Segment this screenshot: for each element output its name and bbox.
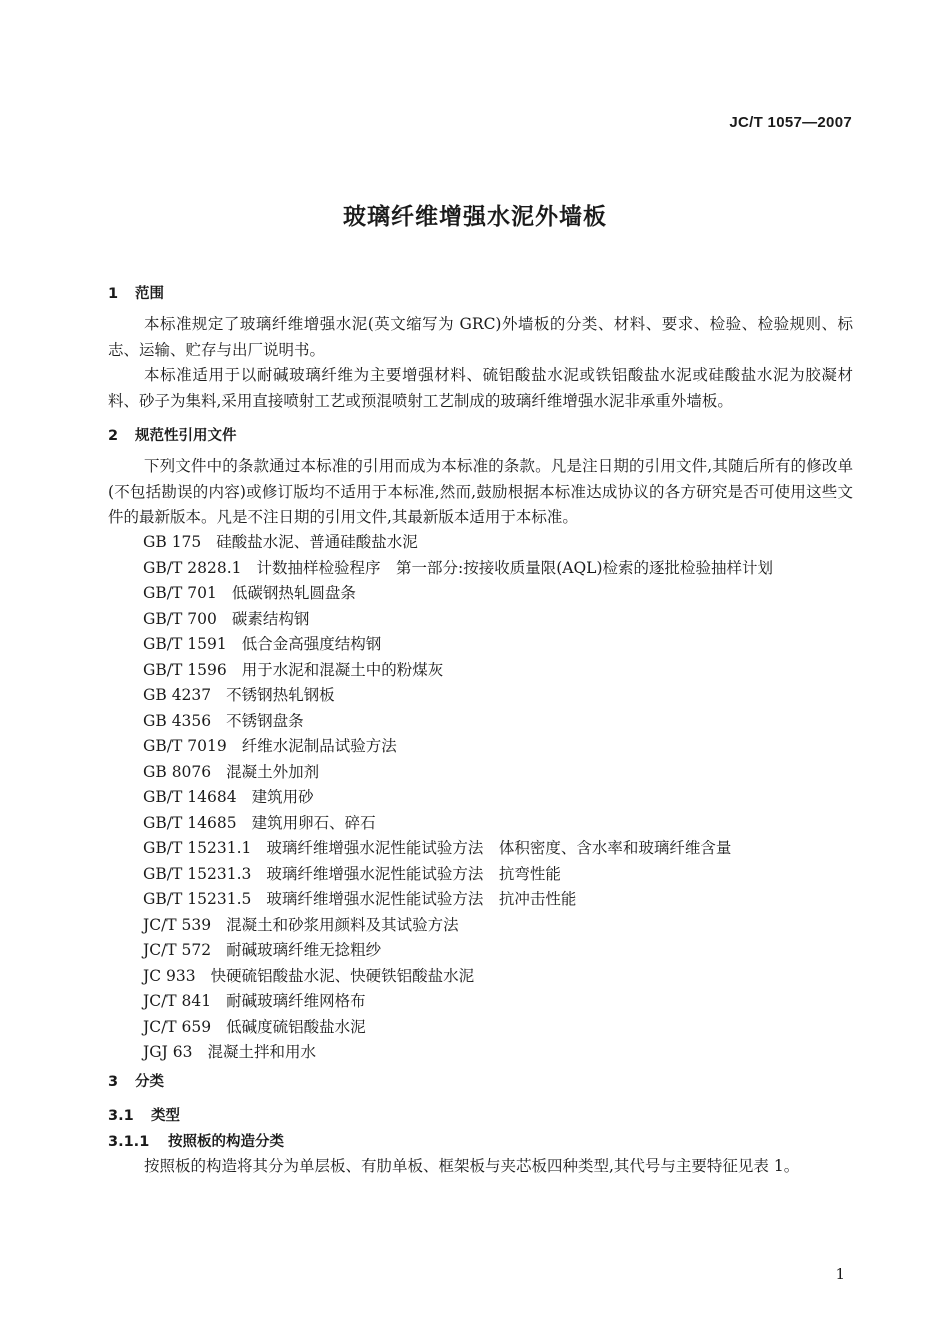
reference-name: 不锈钢热轧钢板 bbox=[226, 686, 335, 704]
reference-name: 耐碱玻璃纤维网格布 bbox=[226, 992, 366, 1010]
reference-item bbox=[143, 938, 773, 964]
reference-name: 碳素结构钢 bbox=[231, 609, 310, 628]
reference-name: 混凝土拌和用水 bbox=[207, 1043, 316, 1061]
reference-item bbox=[143, 1015, 773, 1041]
reference-item bbox=[143, 836, 773, 862]
reference-item bbox=[143, 785, 773, 811]
reference-name: 用于水泥和混凝土中的粉煤灰 bbox=[241, 660, 444, 679]
reference-code: JGJ 63 bbox=[143, 1043, 193, 1061]
reference-item bbox=[143, 989, 773, 1015]
section-number: 3.1.1 bbox=[108, 1134, 150, 1150]
reference-name: 低合金高强度结构钢 bbox=[241, 635, 382, 653]
reference-code: GB/T 7019 bbox=[143, 737, 227, 755]
reference-item bbox=[143, 862, 773, 888]
reference-item bbox=[143, 1040, 773, 1066]
reference-code: GB/T 14684 bbox=[143, 788, 237, 806]
reference-code: JC/T 539 bbox=[143, 915, 212, 934]
normative-references-list bbox=[143, 530, 773, 1066]
reference-code: GB/T 700 bbox=[143, 609, 217, 628]
reference-item bbox=[143, 734, 773, 760]
reference-code: GB/T 15231.1 bbox=[143, 839, 252, 857]
reference-name: 纤维水泥制品试验方法 bbox=[241, 737, 397, 755]
reference-name: 不锈钢盘条 bbox=[226, 711, 304, 730]
reference-name: 建筑用卵石、碎石 bbox=[251, 813, 376, 832]
reference-name: 玻璃纤维增强水泥性能试验方法 体积密度、含水率和玻璃纤维含量 bbox=[266, 839, 732, 857]
reference-item bbox=[143, 683, 773, 709]
reference-item bbox=[143, 709, 773, 735]
section-2-paragraph: 下列文件中的条款通过本标准的引用而成为本标准的条款。凡是注日期的引用文件,其随后所有的修改单(不包括勘误的内容)或修订版均不适用于本标准,然而,鼓励根据本标准达成协议的各方研究是否可使用这些文件的最新版本。凡是不注日期的引用文件,其最新版本适用于本标准。 bbox=[108, 457, 853, 526]
reference-code: JC 933 bbox=[143, 966, 196, 985]
reference-item bbox=[143, 530, 773, 556]
section-1-paragraph-2: 本标准适用于以耐碱玻璃纤维为主要增强材料、硫铝酸盐水泥或铁铝酸盐水泥或硅酸盐水泥为胶凝材料、砂子为集料,采用直接喷射工艺或预混喷射工艺制成的玻璃纤维增强水泥非承重外墙板。 bbox=[108, 366, 853, 410]
reference-name: 混凝土和砂浆用颜料及其试验方法 bbox=[226, 915, 459, 934]
section-title: 类型 bbox=[151, 1108, 180, 1124]
section-title: 分类 bbox=[135, 1074, 164, 1090]
reference-item bbox=[143, 760, 773, 786]
reference-code: JC/T 572 bbox=[143, 941, 212, 959]
page-number: 1 bbox=[835, 1265, 845, 1283]
reference-item bbox=[143, 556, 773, 582]
reference-name: 低碳钢热轧圆盘条 bbox=[231, 584, 356, 602]
reference-code: GB 8076 bbox=[143, 762, 212, 781]
reference-name: 建筑用砂 bbox=[251, 788, 314, 806]
reference-code: GB/T 1591 bbox=[143, 635, 227, 653]
reference-item bbox=[143, 913, 773, 939]
reference-item bbox=[143, 887, 773, 913]
section-title: 按照板的构造分类 bbox=[168, 1134, 284, 1150]
section-number: 2 bbox=[108, 428, 119, 444]
reference-name: 低碱度硫铝酸盐水泥 bbox=[226, 1017, 366, 1036]
section-number: 1 bbox=[108, 286, 119, 302]
reference-item bbox=[143, 607, 773, 633]
reference-code: GB/T 2828.1 bbox=[143, 558, 242, 577]
section-3-heading bbox=[108, 1070, 164, 1091]
section-3-1-heading bbox=[108, 1104, 180, 1125]
reference-name: 玻璃纤维增强水泥性能试验方法 抗弯性能 bbox=[266, 864, 561, 883]
reference-code: GB/T 1596 bbox=[143, 660, 227, 679]
reference-code: GB/T 701 bbox=[143, 584, 217, 602]
reference-code: GB/T 14685 bbox=[143, 813, 237, 832]
section-3-1-1-heading bbox=[108, 1130, 284, 1151]
section-number: 3.1 bbox=[108, 1108, 134, 1124]
reference-item bbox=[143, 632, 773, 658]
reference-item bbox=[143, 658, 773, 684]
reference-item bbox=[143, 964, 773, 990]
section-1-paragraph-1: 本标准规定了玻璃纤维增强水泥(英文缩写为 GRC)外墙板的分类、材料、要求、检验、检验规则、标志、运输、贮存与出厂说明书。 bbox=[108, 315, 853, 359]
reference-code: GB 175 bbox=[143, 533, 202, 551]
page-title: 玻璃纤维增强水泥外墙板 bbox=[343, 204, 607, 230]
reference-code: JC/T 659 bbox=[143, 1017, 212, 1036]
reference-code: JC/T 841 bbox=[143, 992, 212, 1010]
reference-name: 硅酸盐水泥、普通硅酸盐水泥 bbox=[216, 533, 418, 551]
reference-name: 计数抽样检验程序 第一部分:按接收质量限(AQL)检索的逐批检验抽样计划 bbox=[256, 558, 774, 577]
section-title: 范围 bbox=[135, 286, 164, 302]
section-2-heading bbox=[108, 424, 237, 445]
reference-name: 快硬硫铝酸盐水泥、快硬铁铝酸盐水泥 bbox=[210, 966, 475, 985]
reference-code: GB 4356 bbox=[143, 711, 212, 730]
standard-code: JC/T 1057—2007 bbox=[729, 114, 852, 131]
section-title: 规范性引用文件 bbox=[135, 428, 237, 444]
reference-code: GB/T 15231.5 bbox=[143, 890, 252, 908]
section-number: 3 bbox=[108, 1074, 119, 1090]
reference-name: 耐碱玻璃纤维无捻粗纱 bbox=[226, 941, 382, 959]
reference-name: 混凝土外加剂 bbox=[226, 762, 320, 781]
reference-item bbox=[143, 581, 773, 607]
section-1-heading bbox=[108, 282, 164, 303]
reference-item bbox=[143, 811, 773, 837]
reference-code: GB/T 15231.3 bbox=[143, 864, 252, 883]
reference-code: GB 4237 bbox=[143, 686, 212, 704]
reference-name: 玻璃纤维增强水泥性能试验方法 抗冲击性能 bbox=[266, 890, 577, 908]
section-3-1-1-paragraph: 按照板的构造将其分为单层板、有肋单板、框架板与夹芯板四种类型,其代号与主要特征见表 1。 bbox=[144, 1157, 800, 1175]
